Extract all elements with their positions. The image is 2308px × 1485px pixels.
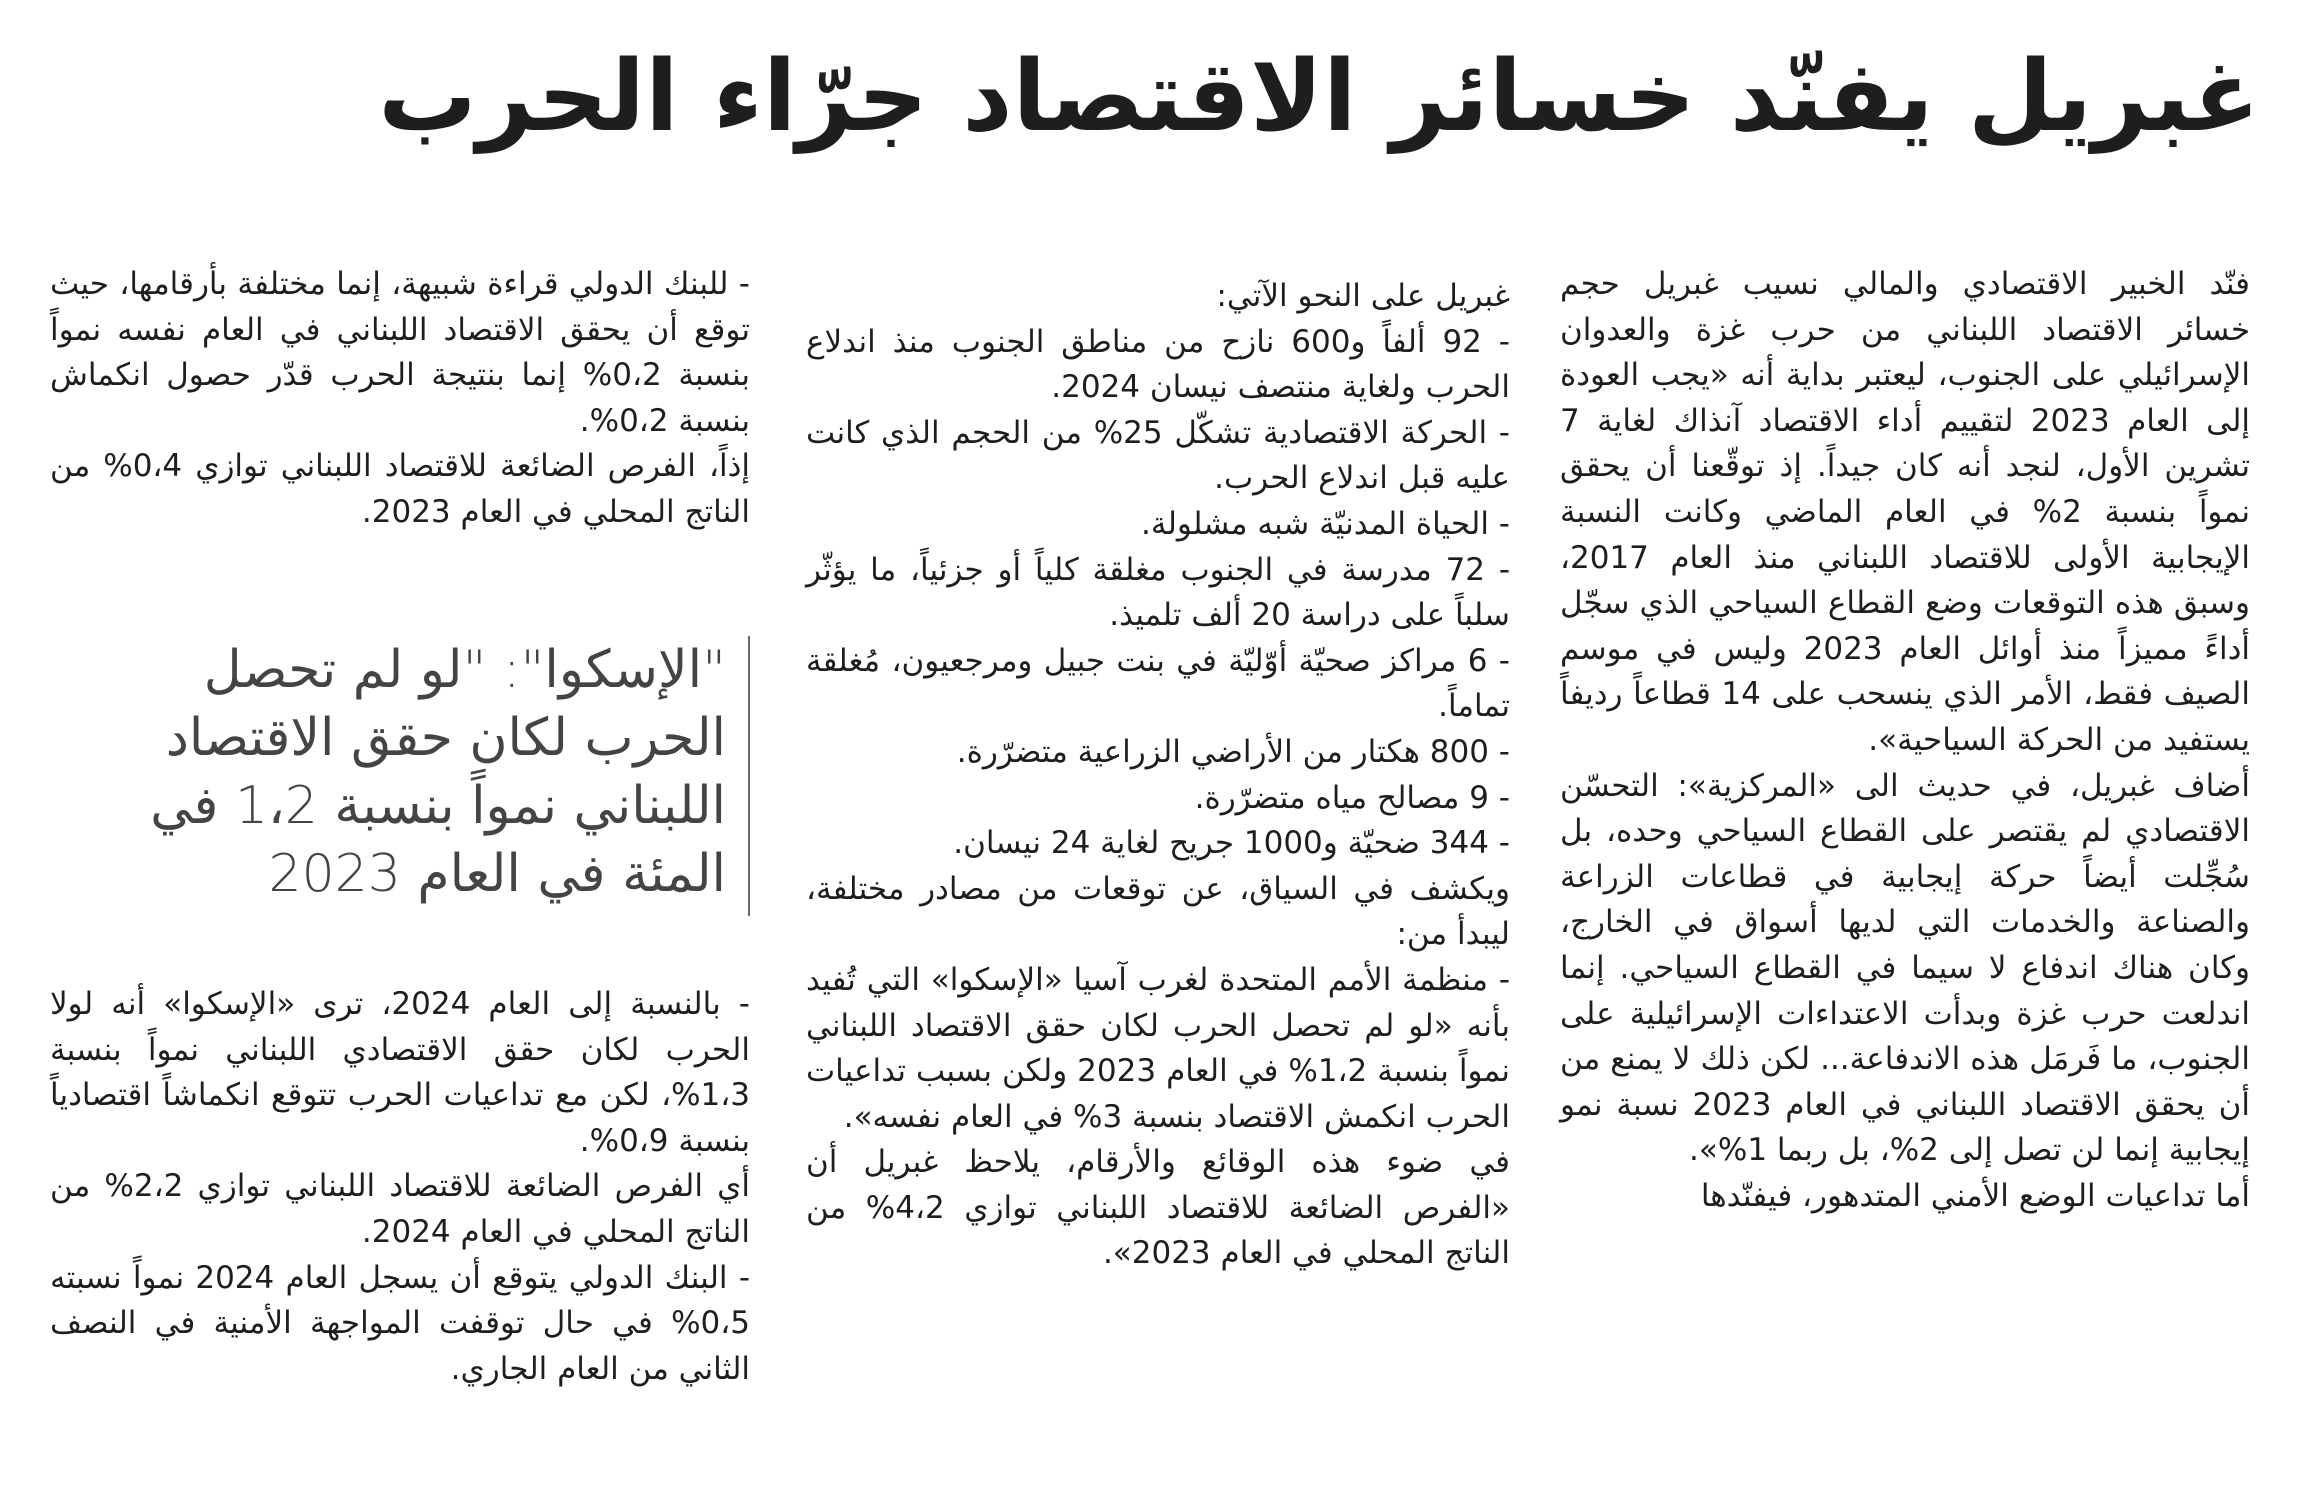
article-column-left-bottom: [50, 982, 750, 1392]
list-item: - 800 هكتار من الأراضي الزراعية متضرّرة.: [956, 733, 1510, 770]
list-item: - بالنسبة إلى العام 2024، ترى «الإسكوا» أنه لولا الحرب لكان حقق الاقتصادي اللبناني نمواً بنسبة 1،3%، لكن مع تداعيات الحرب تتوقع انكماشاً اقتصادياً بنسبة 0،9%.: [50, 986, 750, 1159]
article-column-right: [1560, 262, 2250, 1219]
paragraph: أضاف غبريل، في حديث الى «المركزية»: التحسّن الاقتصادي لم يقتصر على القطاع السياحي وحده، بل سُجِّلت أيضاً حركة إيجابية في قطاعات الزراعة والصناعة والخدمات التي لديها أسواق في الخارج، وكان هناك اندفاع لا سيما في القطاع السياحي. إنما اندلعت حرب غزة وبدأت الاعتداءات الإسرائيلية على الجنوب، ما فَرمَل هذه الاندفاعة... لكن ذلك لا يمنع من أن يحقق الاقتصاد اللبناني في العام 2023 نسبة نمو إيجابية إنما لن تصل إلى 2%، بل ربما 1%».: [1560, 767, 2251, 1169]
list-item: - 344 ضحيّة و1000 جريح لغاية 24 نيسان.: [953, 825, 1510, 862]
paragraph: غبريل على النحو الآتي:: [1216, 278, 1510, 314]
list-item: - منظمة الأمم المتحدة لغرب آسيا «الإسكوا» التي تُفيد بأنه «لو لم تحصل الحرب لكان حقق الاقتصاد اللبناني نمواً بنسبة 1،2% في العام 2023 ولكن بسبب تداعيات الحرب انكمش الاقتصاد بنسبة 3% في العام نفسه».: [806, 961, 1511, 1135]
article-headline: غبريل يفنّد خسائر الاقتصاد جرّاء الحرب: [378, 40, 2260, 154]
list-item: - للبنك الدولي قراءة شبيهة، إنما مختلفة بأرقامها، حيث توقع أن يحقق الاقتصاد اللبناني في العام نفسه نمواً بنسبة 0،2% إنما بنتيجة الحرب قدّر حصول انكماش بنسبة 0،2%.: [50, 266, 750, 439]
list-item: - 6 مراكز صحيّة أوّليّة في بنت جبيل ومرجعيون، مُغلقة تماماً.: [806, 642, 1510, 725]
paragraph: فنّد الخبير الاقتصادي والمالي نسيب غبريل حجم خسائر الاقتصاد اللبناني من حرب غزة والعدوان الإسرائيلي على الجنوب، ليعتبر بداية أنه «يجب العودة إلى العام 2023 لتقييم أداء الاقتصاد آنذاك لغاية 7 تشرين الأول، لنجد أنه كان جيداً. إذ توقّعنا أن يحقق نمواً بنسبة 2% في العام الماضي وكانت النسبة الإيجابية الأولى للاقتصاد اللبناني منذ العام 2017، وسبق هذه التوقعات وضع القطاع السياحي الذي سجّل أداءً مميزاً منذ أوائل العام 2023 وليس في موسم الصيف فقط، الأمر الذي ينسحب على 14 قطاعاً رديفاً يستفيد من الحركة السياحية».: [1560, 266, 2251, 758]
list-item: - الحركة الاقتصادية تشكّل 25% من الحجم الذي كانت عليه قبل اندلاع الحرب.: [806, 414, 1510, 497]
paragraph: في ضوء هذه الوقائع والأرقام، يلاحظ غبريل أن «الفرص الضائعة للاقتصاد اللبناني توازي 4،2% من الناتج المحلي في العام 2023».: [806, 1144, 1511, 1272]
paragraph: أما تداعيات الوضع الأمني المتدهور، فيفنّدها: [1700, 1177, 2250, 1214]
list-item: - 9 مصالح مياه متضرّرة.: [1194, 779, 1510, 816]
list-item: - 92 ألفاً و600 نازح من مناطق الجنوب منذ اندلاع الحرب ولغاية منتصف نيسان 2024.: [806, 323, 1510, 406]
paragraph: ويكشف في السياق، عن توقعات من مصادر مختلفة، ليبدأ من:: [806, 870, 1510, 953]
list-item: - البنك الدولي يتوقع أن يسجل العام 2024 نمواً نسبته 0،5% في حال توقفت المواجهة الأمنية في النصف الثاني من العام الجاري.: [50, 1259, 750, 1387]
article-column-left-top: [50, 262, 750, 536]
list-item: - 72 مدرسة في الجنوب مغلقة كلياً أو جزئياً، ما يؤثّر سلباً على دراسة 20 ألف تلميذ.: [806, 551, 1510, 634]
article-column-middle: [806, 274, 1510, 1277]
paragraph: إذاً، الفرص الضائعة للاقتصاد اللبناني توازي 0،4% من الناتج المحلي في العام 2023.: [50, 448, 750, 530]
pull-quote: "الإسكوا": "لو لم تحصل الحرب لكان حقق الاقتصاد اللبناني نمواً بنسبة 1،2 في المئة في العام 2023: [50, 636, 750, 916]
list-item: - الحياة المدنيّة شبه مشلولة.: [1141, 505, 1510, 542]
paragraph: أي الفرص الضائعة للاقتصاد اللبناني توازي 2،2% من الناتج المحلي في العام 2024.: [50, 1168, 751, 1250]
